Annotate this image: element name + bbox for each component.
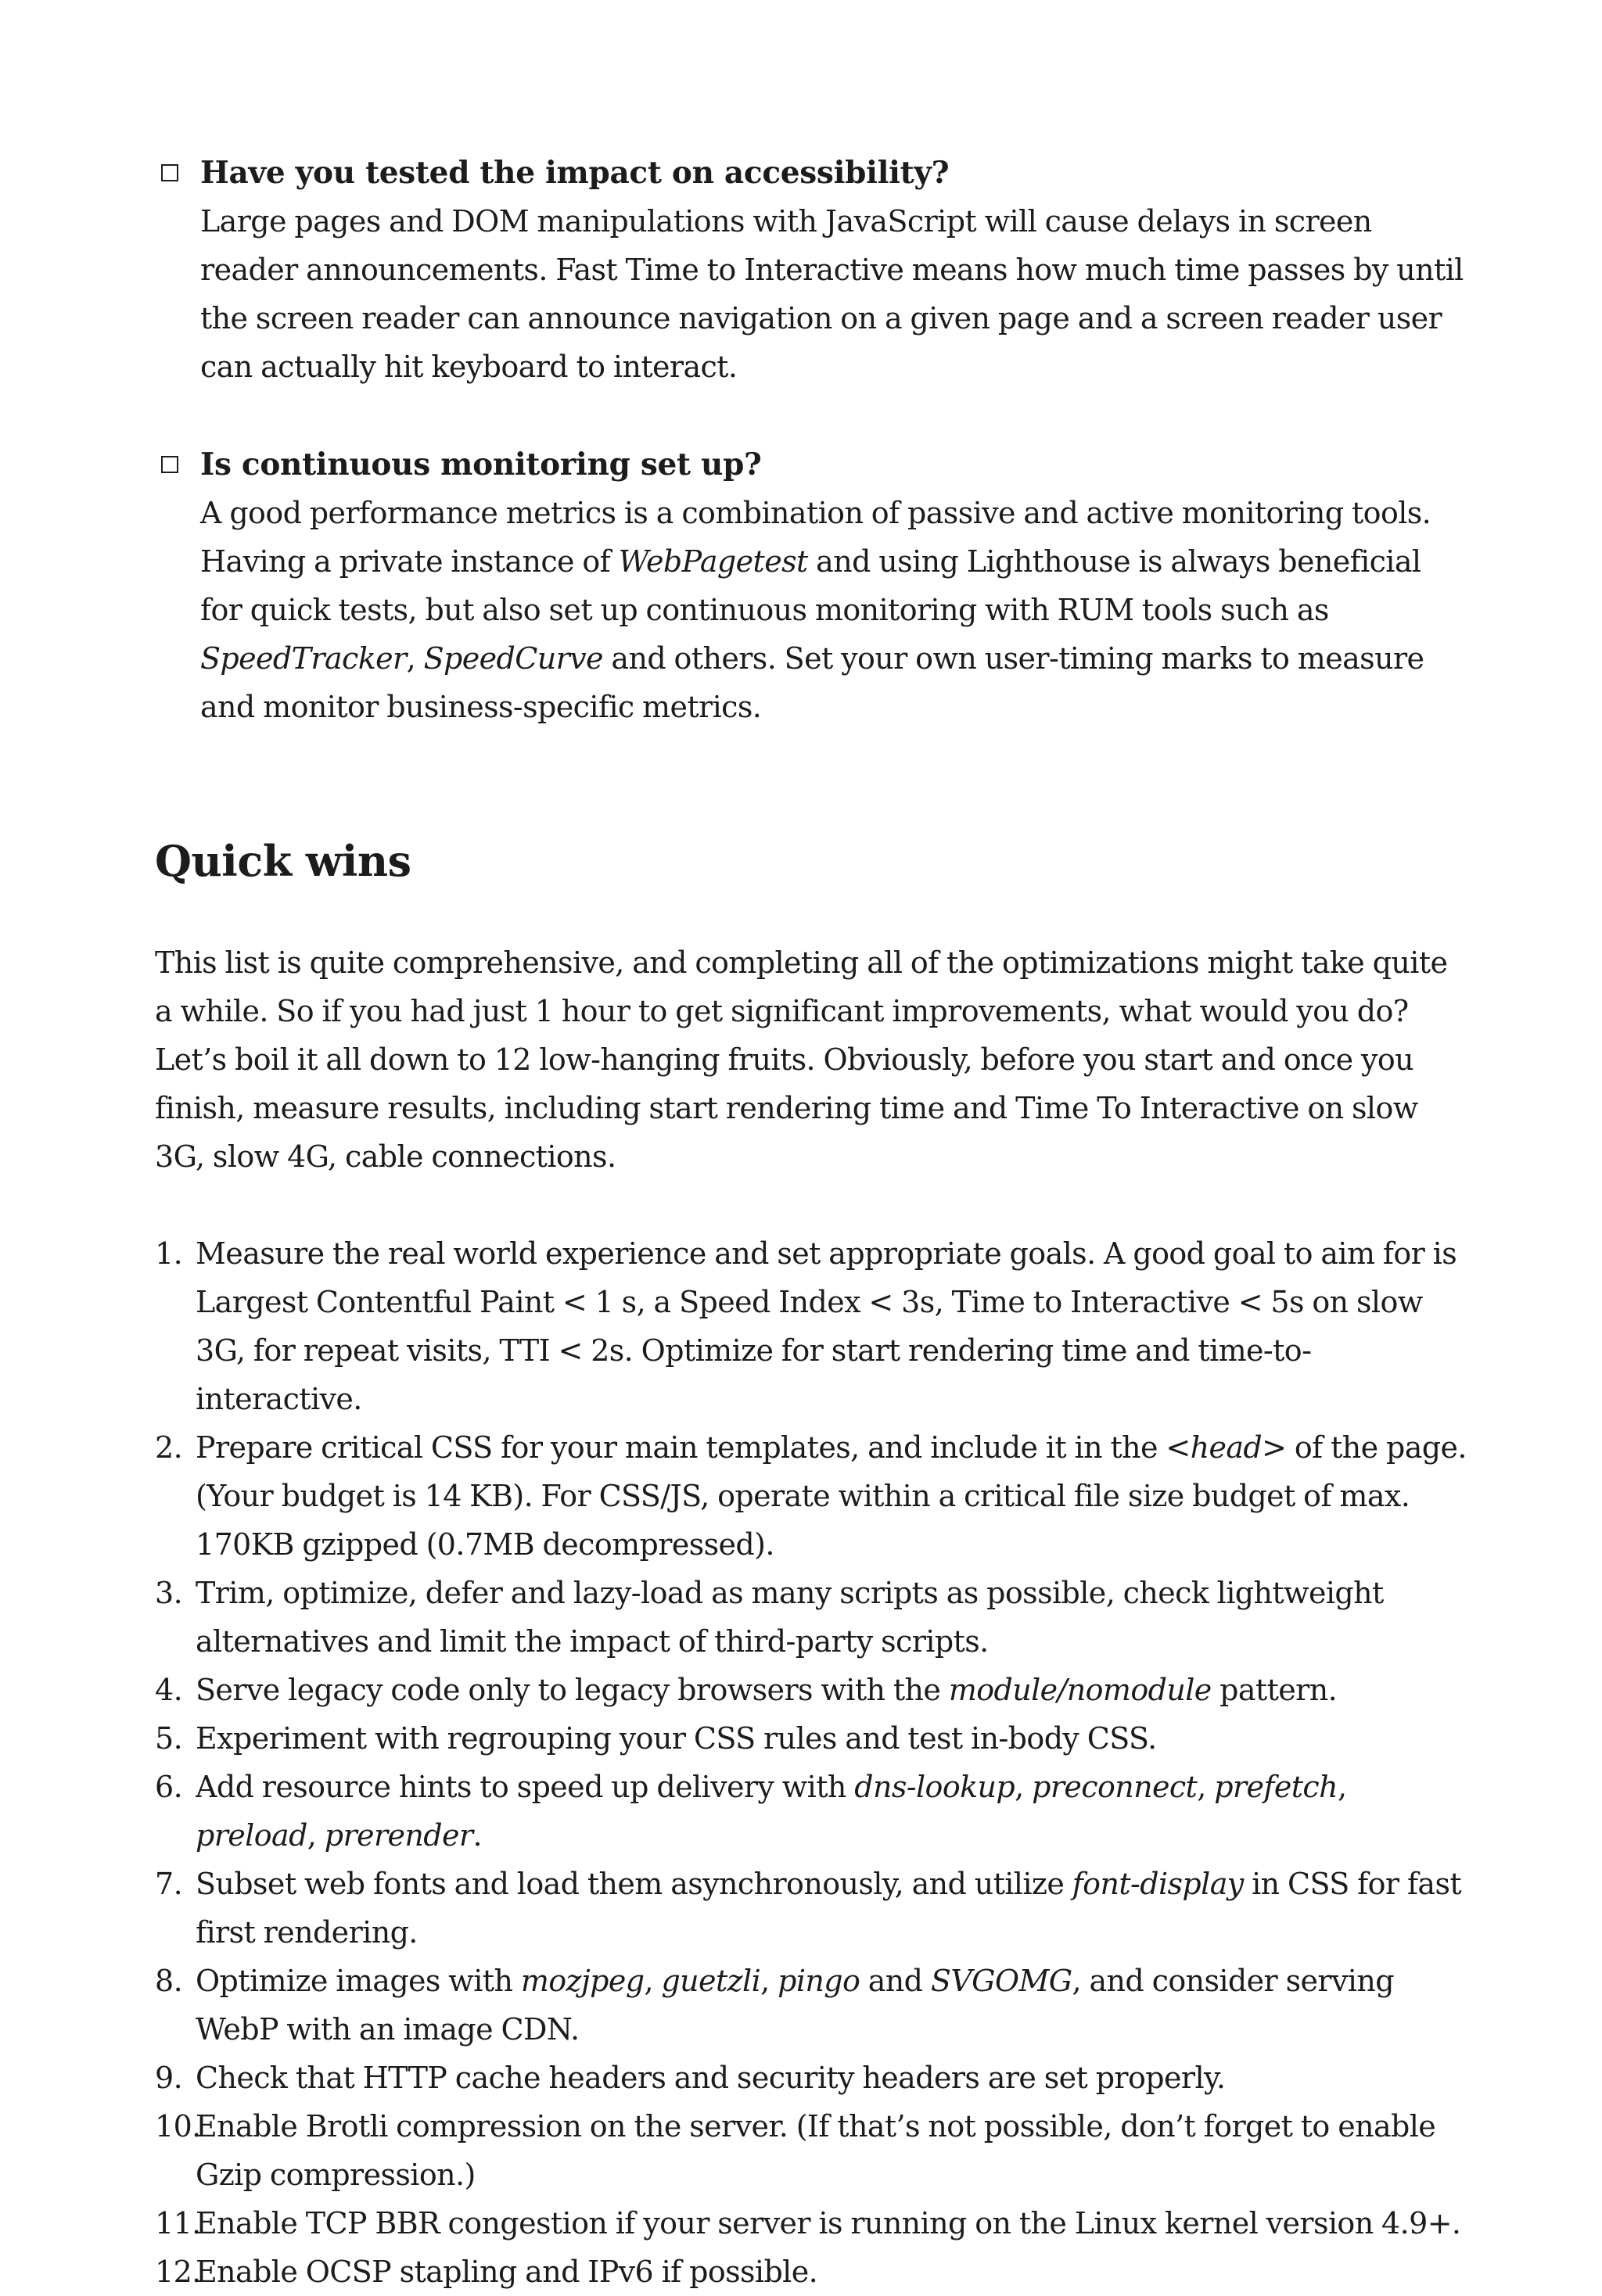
tool-name: SpeedCurve	[423, 641, 603, 676]
checklist-body: A good performance metrics is a combination of passive and active monitoring tools. Having a private instance of WebPagetest and using Lighthouse is always beneficial for quick tests, but also set up continuous monitoring with RUM tools such as SpeedTracker, SpeedCurve and others. Set your own user-timing marks to measure and monitor business-specific metrics.	[200, 496, 1431, 724]
checklist-title: Is continuous monitoring set up?	[200, 447, 762, 483]
tool-name: WebPagetest	[618, 544, 808, 579]
checklist-item-accessibility	[155, 149, 1469, 391]
tool-name: SpeedTracker	[200, 641, 407, 676]
checklist-item-monitoring	[155, 440, 1469, 731]
quick-wins-intro: This list is quite comprehensive, and completing all of the optimizations might take quite a while. So if you had just 1 hour to get significant improvements, what would you do? Let’s boil it all down to 12 low-hanging fruits. Obviously, before you start and once you finish, measure results, including start rendering time and Time To Interactive on slow 3G, slow 4G, cable connections.	[155, 945, 1448, 1174]
checkbox[interactable]	[161, 164, 178, 181]
list-item: 8. Optimize images with mozjpeg, guetzli, pingo and SVGOMG, and consider serving WebP with an image CDN.	[155, 1964, 1394, 2047]
list-item: 2. Prepare critical CSS for your main templates, and include it in the <head> of the page. (Your budget is 14 KB). For CSS/JS, operate within a critical file size budget of max. 170KB gzipped (0.7MB decompressed).	[155, 1430, 1467, 1562]
list-item: 10. Enable Brotli compression on the server. (If that’s not possible, don’t forget to enable Gzip compression.)	[155, 2109, 1436, 2192]
list-item: 3. Trim, optimize, defer and lazy-load as many scripts as possible, check lightweight alternatives and limit the impact of third-party scripts.	[155, 1576, 1384, 1659]
list-item: 1. Measure the real world experience and set appropriate goals. A good goal to aim for is Largest Contentful Paint < 1 s, a Speed Index < 3s, Time to Interactive < 5s on slow 3G, for repeat visits, TTI < 2s. Optimize for start rendering time and time-to-interactive.	[155, 1236, 1457, 1416]
quick-wins-list	[155, 1229, 1469, 2296]
list-item: 4. Serve legacy code only to legacy browsers with the module/nomodule pattern.	[155, 1673, 1338, 1707]
checklist-title: Have you tested the impact on accessibility?	[200, 155, 950, 191]
list-item: 5. Experiment with regrouping your CSS rules and test in-body CSS.	[155, 1721, 1157, 1756]
list-item: 11. Enable TCP BBR congestion if your server is running on the Linux kernel version 4.9+.	[155, 2206, 1461, 2240]
list-item: 12. Enable OCSP stapling and IPv6 if possible.	[155, 2255, 818, 2289]
checklist-body: Large pages and DOM manipulations with JavaScript will cause delays in screen reader announcements. Fast Time to Interactive means how much time passes by until the screen reader can announce navigation on a given page and a screen reader user can actually hit keyboard to interact.	[200, 204, 1464, 384]
list-item: 9. Check that HTTP cache headers and security headers are set properly.	[155, 2061, 1226, 2095]
document-page	[155, 149, 1469, 2296]
section-heading-quick-wins: Quick wins	[155, 836, 411, 886]
checkbox[interactable]	[161, 456, 178, 473]
list-item: 7. Subset web fonts and load them asynchronously, and utilize font-display in CSS for fast first rendering.	[155, 1867, 1462, 1950]
list-item: 6. Add resource hints to speed up delivery with dns-lookup, preconnect, prefetch, preload, prerender.	[155, 1770, 1347, 1853]
